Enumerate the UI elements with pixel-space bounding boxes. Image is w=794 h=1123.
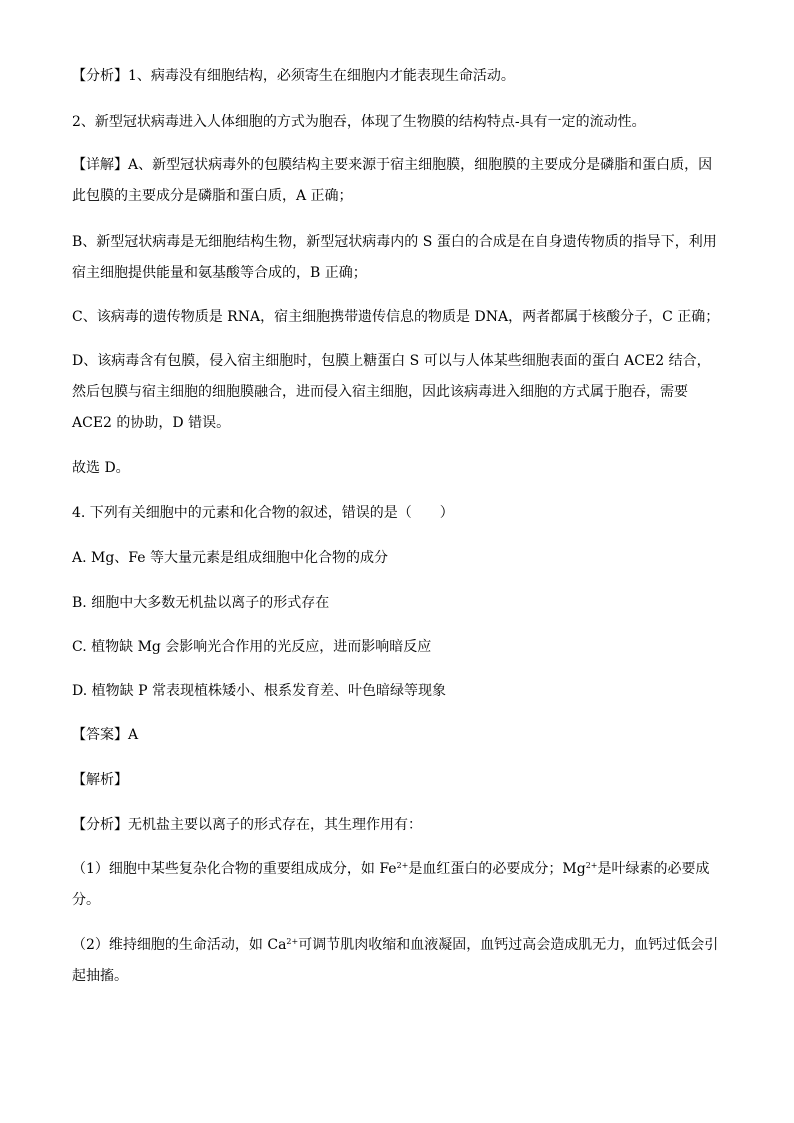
analysis-1-line-1: 【分析】1、病毒没有细胞结构，必须寄生在细胞内才能表现生命活动。 <box>72 68 515 84</box>
analysis-bracket: 【分析】 <box>72 817 128 833</box>
analysis-2-item-1: （1）细胞中某些复杂化合物的重要组成成分，如 $Fe^{2+}$是血红蛋白的必要成分；$Mg^{2+}$是叶绿素的必要成分。 <box>72 861 710 908</box>
option-a: A. Mg、Fe 等大量元素是组成细胞中化合物的成分 <box>72 550 388 566</box>
detail-d: D、该病毒含有包膜，侵入宿主细胞时，包膜上糖蛋白 S 可以与人体某些细胞表面的蛋白 ACE2 结合，然后包膜与宿主细胞的细胞膜融合，进而侵入宿主细胞，因此该病毒进入细胞的方式属于胞吞，需要 ACE2 的协助，D 错误。 <box>72 353 711 431</box>
analysis-2-intro: 【分析】无机盐主要以离子的形式存在，其生理作用有： <box>72 817 422 833</box>
answer <box>72 720 722 751</box>
detail-bracket: 【详解】 <box>72 157 128 173</box>
explanation-header: 【解析】 <box>72 772 128 788</box>
detail-a: 【详解】A、新型冠状病毒外的包膜结构主要来源于宿主细胞膜，细胞膜的主要成分是磷脂和蛋白质，因此包膜的主要成分是磷脂和蛋白质，A 正确； <box>72 157 713 204</box>
option-d: D. 植物缺 P 常表现植株矮小、根系发育差、叶色暗绿等现象 <box>72 683 446 699</box>
answer-bracket: 【答案】 <box>72 727 128 743</box>
question-stem: 4. 下列有关细胞中的元素和化合物的叙述，错误的是（ ） <box>72 505 454 521</box>
option-c: C. 植物缺 Mg 会影响光合作用的光反应，进而影响暗反应 <box>72 639 432 655</box>
analysis-bracket: 【分析】 <box>72 68 128 84</box>
detail-b: B、新型冠状病毒是无细胞结构生物，新型冠状病毒内的 S 蛋白的合成是在自身遗传物质的指导下，利用宿主细胞提供能量和氨基酸等合成的，B 正确； <box>72 234 717 281</box>
option-b: B. 细胞中大多数无机盐以离子的形式存在 <box>72 595 330 611</box>
analysis-1-line-2: 2、新型冠状病毒进入人体细胞的方式为胞吞，体现了生物膜的结构特点-具有一定的流动性。 <box>72 114 646 130</box>
analysis-2-item-2: （2）维持细胞的生命活动，如 $Ca^{2+}$可调节肌肉收缩和血液凝固，血钙过高会造成肌无力，血钙过低会引起抽搐。 <box>72 937 719 984</box>
detail-c: C、该病毒的遗传物质是 RNA，宿主细胞携带遗传信息的物质是 DNA，两者都属于核酸分子，C 正确； <box>72 309 720 325</box>
conclusion: 故选 D。 <box>72 460 130 476</box>
answer-value: A <box>128 727 139 743</box>
